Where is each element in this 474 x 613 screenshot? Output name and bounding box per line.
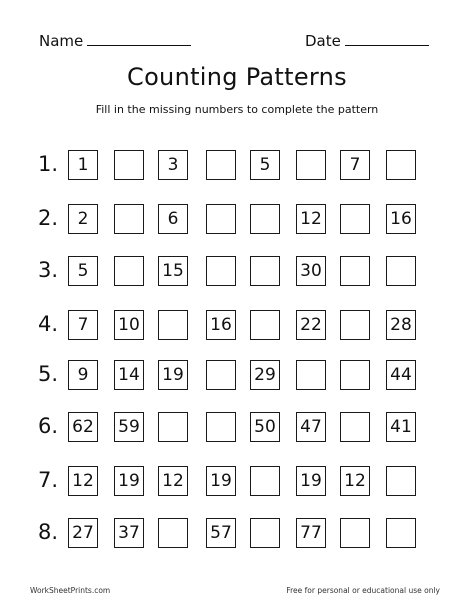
number-box: 19 — [206, 466, 236, 496]
answer-box[interactable] — [206, 412, 236, 442]
row-number: 6. — [38, 414, 59, 438]
number-box: 7 — [68, 310, 98, 340]
answer-box[interactable] — [250, 256, 280, 286]
number-box: 7 — [340, 150, 370, 180]
answer-box[interactable] — [158, 412, 188, 442]
pattern-row — [38, 150, 438, 182]
answer-box[interactable] — [114, 256, 144, 286]
pattern-row — [38, 518, 438, 550]
pattern-row — [38, 360, 438, 392]
date-label: Date — [305, 32, 341, 50]
footer-site-credit: WorkSheetPrints.com — [30, 586, 111, 595]
answer-box[interactable] — [340, 518, 370, 548]
number-box: 12 — [340, 466, 370, 496]
number-box: 28 — [386, 310, 416, 340]
number-box: 2 — [68, 204, 98, 234]
row-number: 2. — [38, 206, 59, 230]
number-box: 16 — [206, 310, 236, 340]
answer-box[interactable] — [340, 310, 370, 340]
pattern-row — [38, 204, 438, 236]
number-box: 16 — [386, 204, 416, 234]
answer-box[interactable] — [340, 360, 370, 390]
pattern-row — [38, 466, 438, 498]
number-box: 19 — [158, 360, 188, 390]
number-box: 62 — [68, 412, 98, 442]
number-box: 5 — [68, 256, 98, 286]
row-number: 8. — [38, 520, 59, 544]
number-box: 14 — [114, 360, 144, 390]
number-box: 19 — [296, 466, 326, 496]
answer-box[interactable] — [206, 204, 236, 234]
number-box: 47 — [296, 412, 326, 442]
answer-box[interactable] — [386, 150, 416, 180]
answer-box[interactable] — [386, 256, 416, 286]
number-box: 59 — [114, 412, 144, 442]
number-box: 57 — [206, 518, 236, 548]
number-box: 9 — [68, 360, 98, 390]
number-box: 44 — [386, 360, 416, 390]
number-box: 6 — [158, 204, 188, 234]
answer-box[interactable] — [250, 466, 280, 496]
answer-box[interactable] — [114, 150, 144, 180]
number-box: 22 — [296, 310, 326, 340]
number-box: 29 — [250, 360, 280, 390]
number-box: 1 — [68, 150, 98, 180]
footer-usage-note: Free for personal or educational use only — [286, 586, 440, 595]
number-box: 19 — [114, 466, 144, 496]
answer-box[interactable] — [206, 360, 236, 390]
name-label: Name — [39, 32, 84, 50]
worksheet-instruction: Fill in the missing numbers to complete the pattern — [95, 103, 379, 116]
number-box: 15 — [158, 256, 188, 286]
answer-box[interactable] — [206, 150, 236, 180]
number-box: 37 — [114, 518, 144, 548]
answer-box[interactable] — [114, 204, 144, 234]
number-box: 3 — [158, 150, 188, 180]
row-number: 3. — [38, 258, 59, 282]
answer-box[interactable] — [340, 256, 370, 286]
row-number: 5. — [38, 362, 59, 386]
pattern-row — [38, 310, 438, 342]
number-box: 50 — [250, 412, 280, 442]
number-box: 27 — [68, 518, 98, 548]
answer-box[interactable] — [158, 310, 188, 340]
answer-box[interactable] — [250, 204, 280, 234]
answer-box[interactable] — [206, 256, 236, 286]
answer-box[interactable] — [340, 412, 370, 442]
row-number: 7. — [38, 468, 59, 492]
number-box: 77 — [296, 518, 326, 548]
answer-box[interactable] — [158, 518, 188, 548]
pattern-row — [38, 256, 438, 288]
pattern-row — [38, 412, 438, 444]
answer-box[interactable] — [340, 204, 370, 234]
row-number: 1. — [38, 152, 59, 176]
answer-box[interactable] — [296, 150, 326, 180]
number-box: 30 — [296, 256, 326, 286]
row-number: 4. — [38, 312, 59, 336]
number-box: 41 — [386, 412, 416, 442]
answer-box[interactable] — [386, 518, 416, 548]
answer-box[interactable] — [250, 310, 280, 340]
answer-box[interactable] — [250, 518, 280, 548]
number-box: 5 — [250, 150, 280, 180]
worksheet-title: Counting Patterns — [127, 63, 347, 91]
number-box: 12 — [68, 466, 98, 496]
number-box: 12 — [158, 466, 188, 496]
number-box: 10 — [114, 310, 144, 340]
answer-box[interactable] — [386, 466, 416, 496]
number-box: 12 — [296, 204, 326, 234]
answer-box[interactable] — [296, 360, 326, 390]
